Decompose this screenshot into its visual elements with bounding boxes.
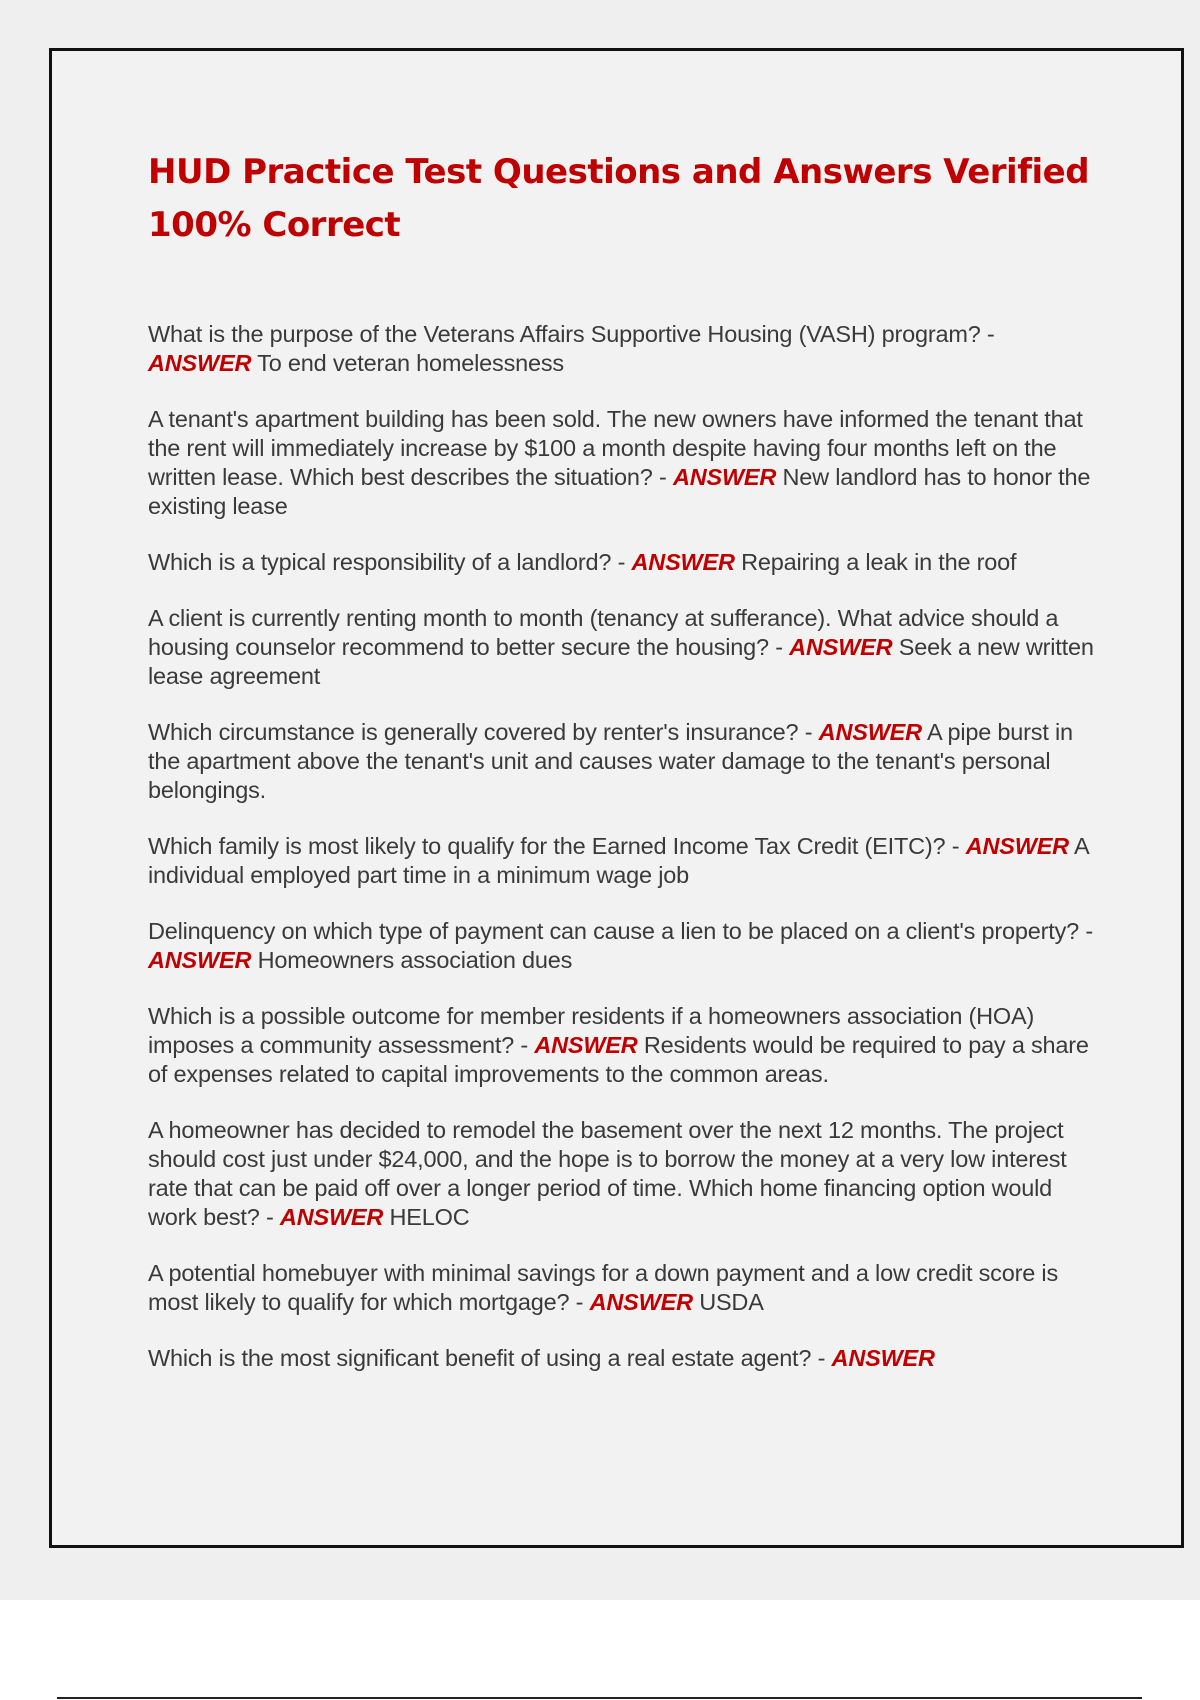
qa-item — [148, 718, 1103, 805]
qa-item — [148, 832, 1103, 890]
qa-item — [148, 1259, 1103, 1317]
question-text: Which family is most likely to qualify for the Earned Income Tax Credit (EITC)? - — [148, 833, 966, 859]
answer-text: Seek a new written lease agreement — [148, 634, 1094, 689]
question-text: Delinquency on which type of payment can cause a lien to be placed on a client's property? - — [148, 918, 1093, 944]
answer-text: A individual employed part time in a minimum wage job — [148, 833, 1089, 888]
question-text: Which is a possible outcome for member residents if a homeowners association (HOA) imposes a community assessment? - — [148, 1003, 1035, 1058]
answer-label: ANSWER — [789, 634, 893, 660]
answer-label: ANSWER — [279, 1204, 384, 1230]
answer-label: ANSWER — [965, 833, 1069, 859]
answer-text: Residents would be required to pay a share of expenses related to capital improvements to the common areas. — [148, 1032, 1089, 1087]
question-text: A tenant's apartment building has been sold. The new owners have informed the tenant that the rent will immediately increase by $100 a month despite having four months left on the written lease. Which best describes the situation? - — [148, 406, 1083, 490]
qa-item — [148, 1002, 1103, 1089]
qa-item — [148, 604, 1103, 691]
answer-label: ANSWER — [831, 1345, 935, 1371]
qa-item — [148, 548, 1103, 577]
answer-label: ANSWER — [534, 1032, 638, 1058]
answer-text: HELOC — [383, 1204, 470, 1230]
answer-label: ANSWER — [589, 1289, 693, 1315]
qa-list — [148, 320, 1103, 1400]
question-text: What is the purpose of the Veterans Affairs Supportive Housing (VASH) program? - — [148, 321, 995, 347]
answer-text: Repairing a leak in the roof — [734, 549, 1017, 575]
qa-item — [148, 320, 1103, 378]
qa-item — [148, 1116, 1103, 1232]
qa-item — [148, 405, 1103, 521]
question-text: Which is a typical responsibility of a landlord? - — [148, 549, 632, 575]
bottom-rule — [57, 1697, 1142, 1699]
answer-text: To end veteran homelessness — [251, 350, 564, 376]
qa-item — [148, 917, 1103, 975]
document-title: HUD Practice Test Questions and Answers Verified 100% Correct — [148, 152, 1090, 245]
answer-label: ANSWER — [672, 464, 777, 490]
answer-text: A pipe burst in the apartment above the tenant's unit and causes water damage to the tenant's personal belongings. — [148, 719, 1073, 803]
question-text: A client is currently renting month to month (tenancy at sufferance). What advice should a housing counselor recommend to better secure the housing? - — [148, 605, 1059, 660]
answer-label: ANSWER — [818, 719, 922, 745]
question-text: A homeowner has decided to remodel the basement over the next 12 months. The project should cost just under $24,000, and the hope is to borrow the money at a very low interest rate that can be paid off over a longer period of time. Which home financing option would work best? - — [148, 1117, 1067, 1230]
answer-text: USDA — [692, 1289, 764, 1315]
answer-text: New landlord has to honor the existing lease — [148, 464, 1091, 519]
question-text: Which is the most significant benefit of using a real estate agent? - — [148, 1345, 832, 1371]
document-page — [49, 48, 1184, 1548]
answer-label: ANSWER — [148, 947, 252, 973]
question-text: A potential homebuyer with minimal savings for a down payment and a low credit score is most likely to qualify for which mortgage? - — [148, 1260, 1059, 1315]
question-text: Which circumstance is generally covered by renter's insurance? - — [148, 719, 819, 745]
answer-label: ANSWER — [631, 549, 735, 575]
answer-label: ANSWER — [148, 350, 252, 376]
answer-text: Homeowners association dues — [251, 947, 573, 973]
qa-item — [148, 1344, 1103, 1373]
